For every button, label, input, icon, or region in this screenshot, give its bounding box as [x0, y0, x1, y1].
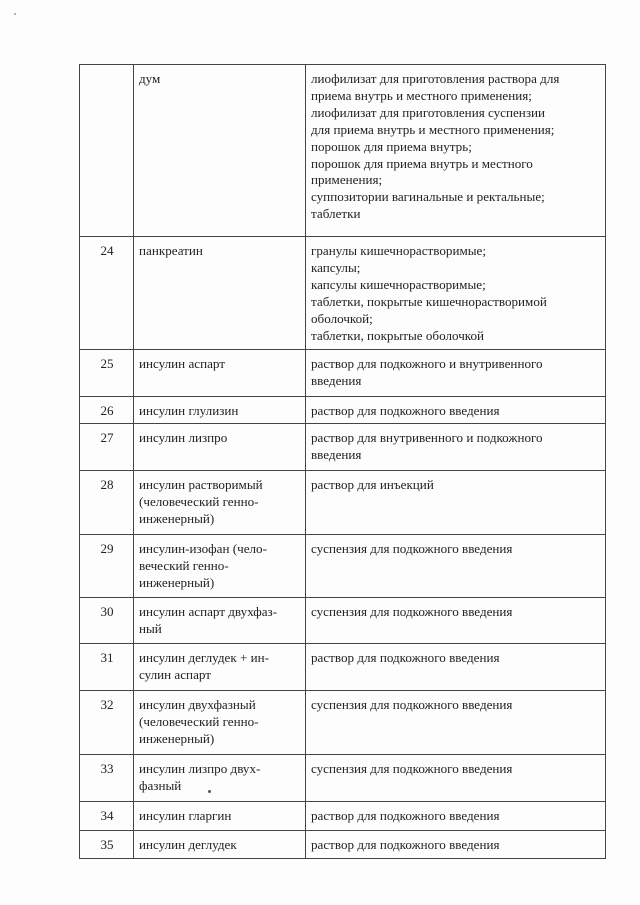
- dosage-form: суспензия для подкожного введения: [306, 534, 606, 597]
- dosage-form: раствор для подкожного введения: [306, 643, 606, 690]
- drug-table: [79, 64, 606, 859]
- table-row: [80, 830, 606, 858]
- table-row: [80, 534, 606, 597]
- table-row: [80, 350, 606, 397]
- row-number: 29: [80, 534, 134, 597]
- dosage-form: гранулы кишечнорастворимые; капсулы; капсулы кишечнорастворимые; таблетки, покрытые кишечнорастворимой оболочкой; таблетки, покрытые оболочкой: [306, 237, 606, 350]
- drug-name: инсулин деглудек + ин- сулин аспарт: [134, 643, 306, 690]
- drug-name: инсулин деглудек: [134, 830, 306, 858]
- row-number: 25: [80, 350, 134, 397]
- drug-name: инсулин аспарт: [134, 350, 306, 397]
- table-row: [80, 801, 606, 830]
- dosage-form: раствор для подкожного введения: [306, 830, 606, 858]
- dosage-form: лиофилизат для приготовления раствора для приема внутрь и местного применения; лиофилизат для приготовления суспензии для приема внутрь и местного применения; порошок для приема внутрь; порошок для приема внутрь и местного применения; суппозитории вагинальные и ректальные; таблетки: [306, 65, 606, 237]
- row-number: 27: [80, 423, 134, 470]
- dosage-form: раствор для подкожного введения: [306, 801, 606, 830]
- row-number: 28: [80, 470, 134, 534]
- table-row: [80, 237, 606, 350]
- row-number: 26: [80, 397, 134, 424]
- drug-name: инсулин двухфазный (человеческий генно- инженерный): [134, 690, 306, 754]
- row-number: 32: [80, 690, 134, 754]
- drug-name: дум: [134, 65, 306, 237]
- table-row: [80, 423, 606, 470]
- table-row: [80, 643, 606, 690]
- drug-name: инсулин аспарт двухфаз- ный: [134, 597, 306, 643]
- table-row: [80, 397, 606, 424]
- table-row: [80, 470, 606, 534]
- drug-name: инсулин глулизин: [134, 397, 306, 424]
- dosage-form: суспензия для подкожного введения: [306, 597, 606, 643]
- dosage-form: раствор для инъекций: [306, 470, 606, 534]
- drug-name: инсулин растворимый (человеческий генно- инженерный): [134, 470, 306, 534]
- dosage-form: раствор для подкожного и внутривенного введения: [306, 350, 606, 397]
- table-row: [80, 690, 606, 754]
- drug-name: инсулин-изофан (чело- веческий генно- инженерный): [134, 534, 306, 597]
- table-row: [80, 754, 606, 801]
- row-number: 30: [80, 597, 134, 643]
- dosage-form: раствор для внутривенного и подкожного введения: [306, 423, 606, 470]
- drug-name: инсулин лизпро двух- фазный: [134, 754, 306, 801]
- dosage-form: раствор для подкожного введения: [306, 397, 606, 424]
- dosage-form: суспензия для подкожного введения: [306, 690, 606, 754]
- scan-speck: [14, 13, 16, 15]
- row-number: 24: [80, 237, 134, 350]
- drug-name: панкреатин: [134, 237, 306, 350]
- row-number: 31: [80, 643, 134, 690]
- row-number: 35: [80, 830, 134, 858]
- table-row: [80, 65, 606, 237]
- table-row: [80, 597, 606, 643]
- drug-name: инсулин гларгин: [134, 801, 306, 830]
- row-number: [80, 65, 134, 237]
- dosage-form: суспензия для подкожного введения: [306, 754, 606, 801]
- drug-name: инсулин лизпро: [134, 423, 306, 470]
- row-number: 34: [80, 801, 134, 830]
- row-number: 33: [80, 754, 134, 801]
